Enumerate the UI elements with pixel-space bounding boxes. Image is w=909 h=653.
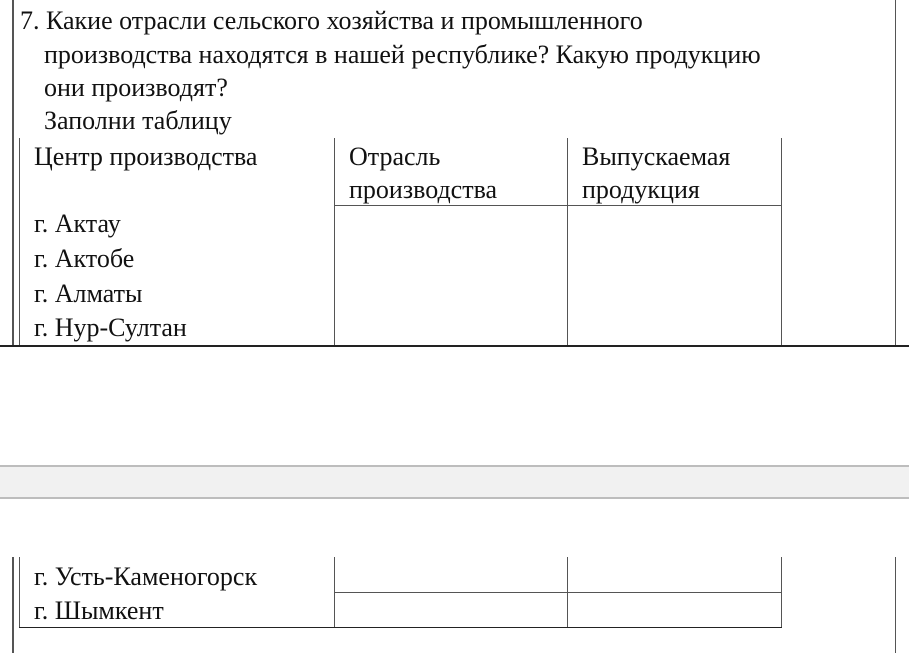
table-line — [19, 138, 20, 346]
page-border-right — [895, 0, 896, 346]
task-line-1: 7. Какие отрасли сельского хозяйства и промышленного — [20, 6, 643, 35]
table-row-city: г. Нур-Султан — [34, 313, 187, 342]
table-line — [567, 138, 568, 346]
task-line-2: производства находятся в нашей республике? Какую продукцию — [44, 40, 761, 69]
table-row-city: г. Усть-Каменогорск — [34, 562, 258, 591]
header-products-2: продукция — [582, 175, 700, 204]
table-line — [19, 557, 20, 628]
page-border-left — [12, 0, 14, 346]
table-line — [334, 592, 782, 593]
table-line — [781, 138, 782, 346]
task-instruction: Заполни таблицу — [44, 106, 232, 135]
page-border-right-lower — [895, 557, 896, 653]
page-break-line — [0, 497, 909, 499]
header-center: Центр производства — [34, 142, 258, 171]
table-line — [334, 138, 335, 346]
header-products: Выпускаемая — [582, 142, 731, 171]
table-bottom-line — [0, 345, 909, 347]
task-line-3: они производят? — [44, 73, 228, 102]
page-gap — [0, 467, 909, 497]
header-branch-2: производства — [349, 175, 498, 204]
page-border-left-lower — [12, 557, 14, 653]
table-row-city: г. Актау — [34, 209, 121, 238]
table-row-city: г. Актобе — [34, 244, 135, 273]
header-branch: Отрасль — [349, 142, 441, 171]
table-row-city: г. Алматы — [34, 279, 143, 308]
table-row-city: г. Шымкент — [34, 596, 164, 625]
